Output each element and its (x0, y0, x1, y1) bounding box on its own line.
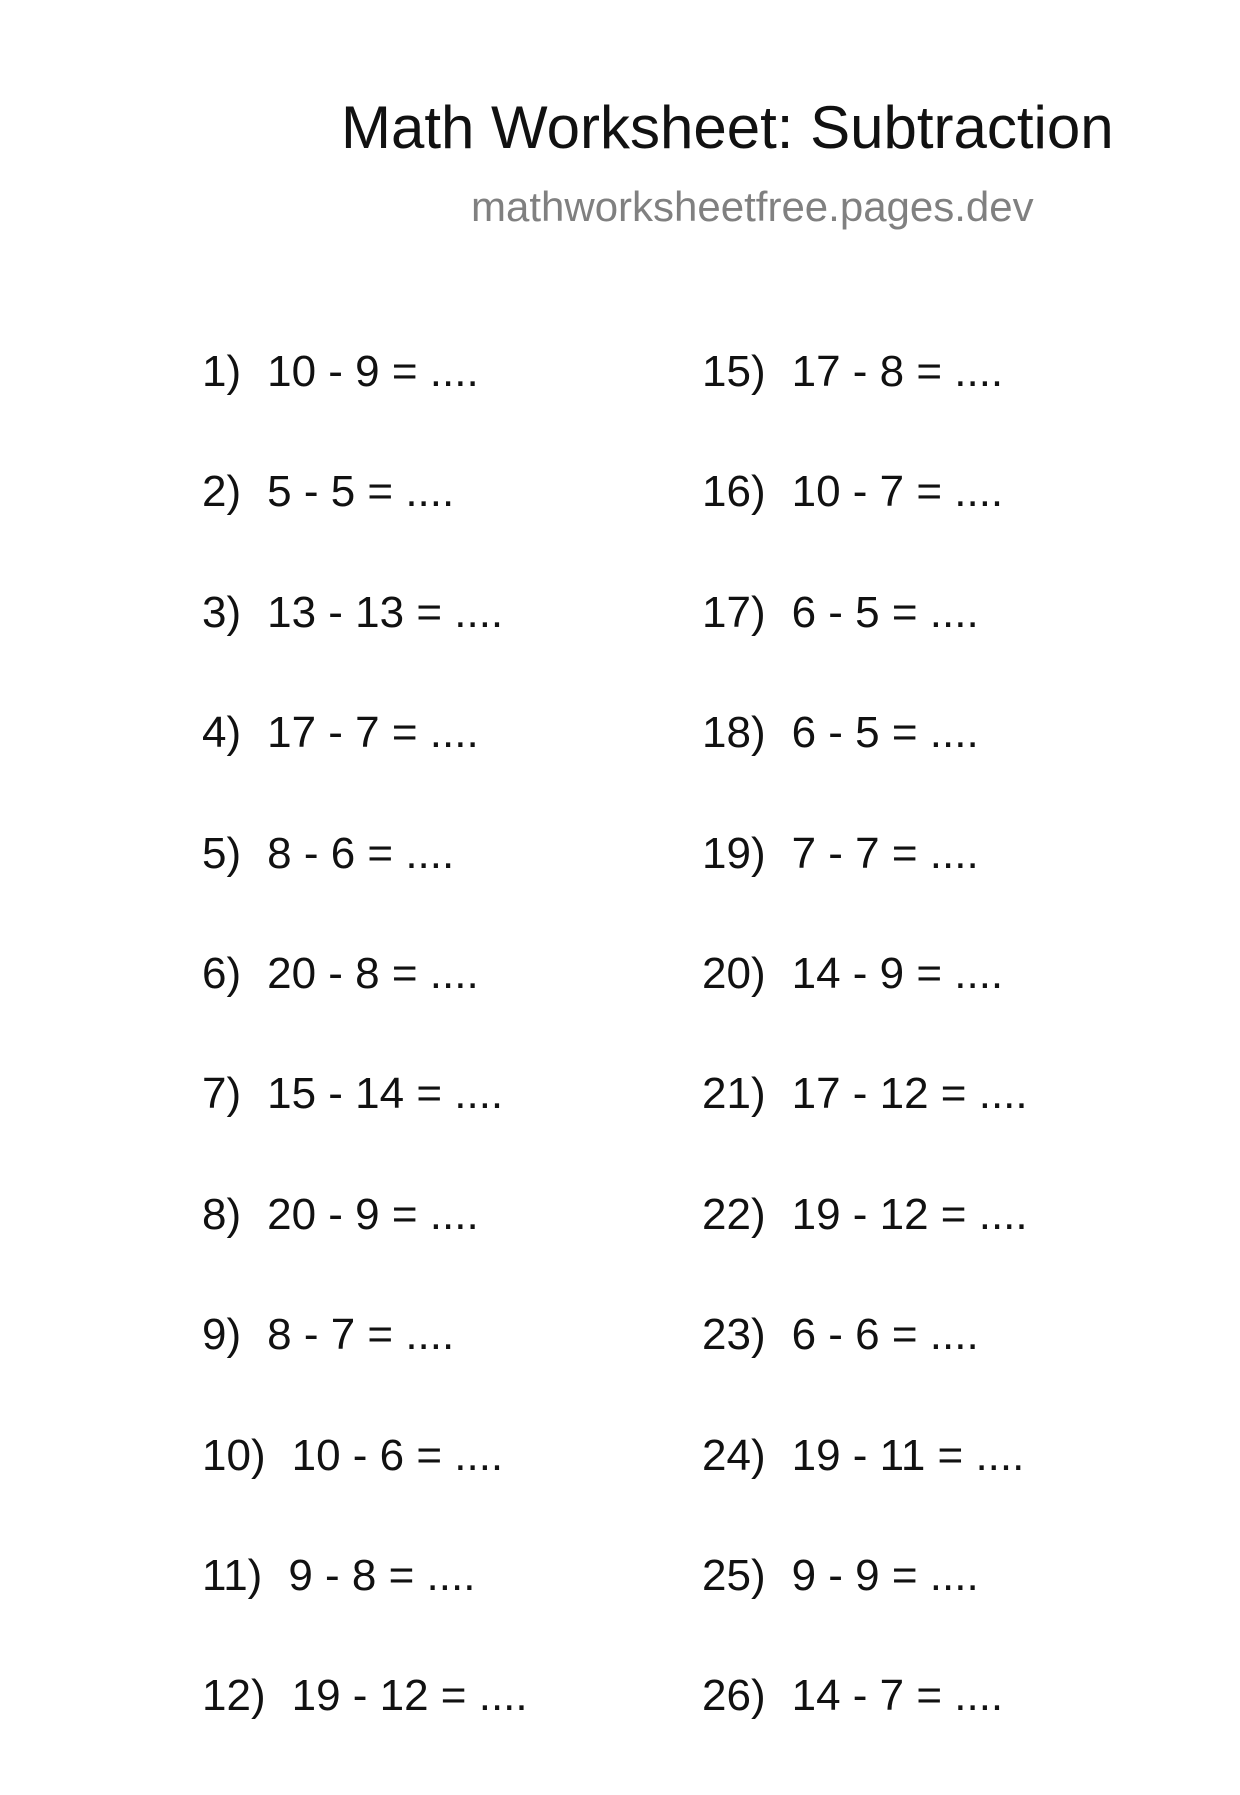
problem-expression: 9 - 9 = .... (791, 1550, 979, 1600)
problem-number: 23) (702, 1310, 766, 1360)
problems-right-column (702, 347, 1028, 1795)
problem-number: 4) (202, 708, 242, 758)
problem-expression: 9 - 8 = .... (288, 1550, 476, 1600)
problem-item (202, 708, 528, 831)
problem-item (202, 1671, 528, 1794)
problem-expression: 14 - 7 = .... (791, 1671, 1004, 1721)
problem-expression: 10 - 7 = .... (791, 467, 1004, 517)
problem-expression: 19 - 12 = .... (791, 1189, 1028, 1239)
problem-number: 20) (702, 948, 766, 998)
problem-number: 8) (202, 1189, 242, 1239)
problem-expression: 19 - 11 = .... (791, 1430, 1025, 1480)
problem-item (202, 828, 528, 952)
problem-item (202, 587, 528, 711)
problem-number: 24) (702, 1430, 766, 1480)
problem-item (202, 1189, 528, 1313)
problem-item (702, 587, 1028, 711)
problem-expression: 6 - 5 = .... (791, 587, 979, 637)
problem-number: 2) (202, 467, 242, 517)
problem-number: 1) (202, 347, 242, 396)
problem-number: 16) (702, 467, 766, 517)
problem-number: 3) (202, 587, 242, 637)
problem-item (202, 1430, 528, 1554)
problem-item (702, 1430, 1028, 1554)
problem-number: 12) (202, 1671, 266, 1721)
problem-item (702, 1671, 1028, 1794)
problem-item (702, 1069, 1028, 1192)
problems-left-column (202, 347, 528, 1795)
worksheet-title: Math Worksheet: Subtraction (341, 94, 1114, 161)
problem-expression: 7 - 7 = .... (791, 828, 979, 878)
problem-number: 7) (202, 1069, 242, 1119)
problem-number: 9) (202, 1310, 242, 1360)
problem-expression: 10 - 9 = .... (267, 347, 479, 396)
problem-number: 11) (202, 1550, 263, 1600)
problem-expression: 19 - 12 = .... (291, 1671, 528, 1721)
problem-expression: 17 - 12 = .... (791, 1069, 1028, 1119)
problem-item (202, 1310, 528, 1433)
problem-expression: 8 - 7 = .... (267, 1310, 455, 1360)
problem-number: 19) (702, 828, 766, 878)
problem-item (702, 1189, 1028, 1313)
problem-number: 10) (202, 1430, 266, 1480)
problem-item (202, 347, 528, 470)
problem-expression: 15 - 14 = .... (267, 1069, 504, 1119)
problem-expression: 6 - 5 = .... (791, 708, 979, 758)
problem-expression: 6 - 6 = .... (791, 1310, 979, 1360)
problem-number: 25) (702, 1550, 766, 1600)
problem-expression: 20 - 9 = .... (267, 1189, 479, 1239)
problem-number: 15) (702, 347, 766, 396)
problem-item (202, 1069, 528, 1192)
problem-item (702, 1550, 1028, 1674)
problem-item (702, 708, 1028, 831)
problem-expression: 17 - 7 = .... (267, 708, 479, 758)
problem-number: 21) (702, 1069, 766, 1119)
problem-number: 22) (702, 1189, 766, 1239)
site-url: mathworksheetfree.pages.dev (471, 183, 1034, 230)
problem-number: 18) (702, 708, 766, 758)
problem-item (702, 1310, 1028, 1433)
problem-item (202, 467, 528, 590)
problem-expression: 10 - 6 = .... (291, 1430, 504, 1480)
problem-item (202, 1550, 528, 1674)
problem-number: 5) (202, 828, 242, 878)
problem-number: 17) (702, 587, 766, 637)
problem-item (202, 948, 528, 1072)
problem-item (702, 828, 1028, 952)
problem-expression: 20 - 8 = .... (267, 948, 479, 998)
problem-number: 26) (702, 1671, 766, 1721)
problem-number: 6) (202, 948, 242, 998)
problem-item (702, 347, 1028, 470)
problem-expression: 8 - 6 = .... (267, 828, 455, 878)
problem-expression: 5 - 5 = .... (267, 467, 455, 517)
problem-expression: 17 - 8 = .... (791, 347, 1004, 396)
problem-item (702, 467, 1028, 590)
problem-expression: 13 - 13 = .... (267, 587, 504, 637)
problem-expression: 14 - 9 = .... (791, 948, 1004, 998)
problem-item (702, 948, 1028, 1072)
